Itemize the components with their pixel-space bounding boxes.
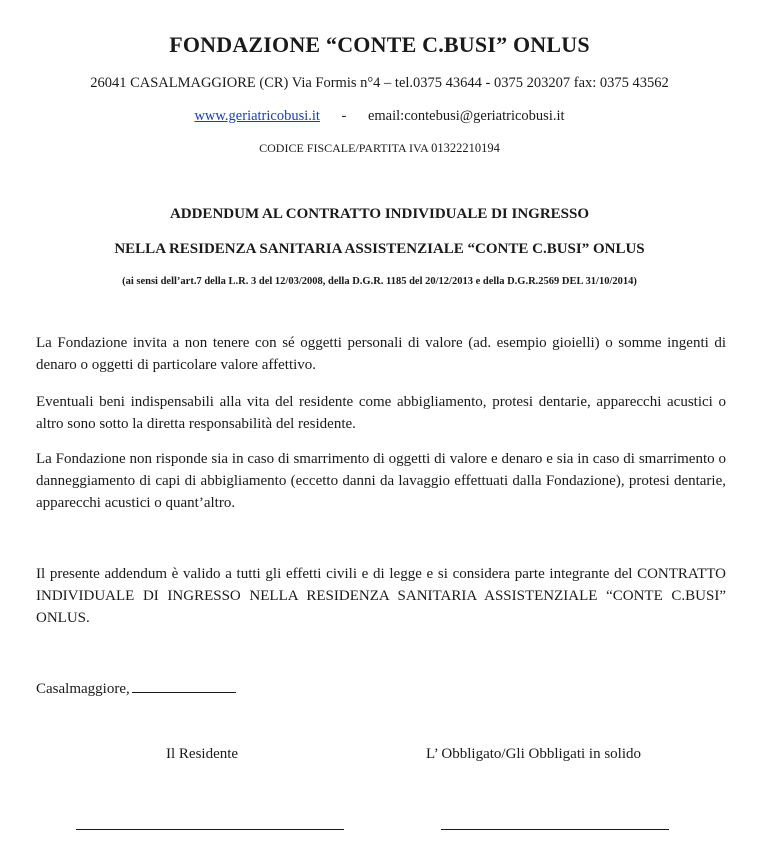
- contact-line: [0, 108, 759, 125]
- contact-separator: -: [341, 108, 347, 124]
- document-title-line-1: ADDENDUM AL CONTRATTO INDIVIDUALE DI INGRESSO: [169, 206, 590, 222]
- organization-address: 26041 CASALMAGGIORE (CR) Via Formis n°4 – tel.0375 43644 - 0375 203207 fax: 0375 43562: [90, 75, 669, 91]
- paragraph-resident-goods: Eventuali beni indispensabili alla vita del residente come abbigliamento, protesi dentarie, apparecchi acustici o altro sono sotto la diretta responsabilità del residente.: [36, 394, 726, 432]
- signature-label-resident: Il Residente: [166, 746, 239, 762]
- paragraph-liability: La Fondazione non risponde sia in caso di smarrimento di oggetti di valore e denaro e sia in caso di smarrimento o danneggiamento di capi di abbigliamento (eccetto danni da lavaggio effettuati dalla Fondazione), protesi dentarie, apparecchi acustici o quant’altro.: [36, 451, 726, 511]
- paragraph-valuables: La Fondazione invita a non tenere con sé oggetti personali di valore (ad. esempio gioielli) o somme ingenti di denaro o oggetti di particolare valore affettivo.: [36, 335, 726, 373]
- email-text: email:contebusi@geriatricobusi.it: [367, 108, 565, 124]
- signature-line-resident[interactable]: [76, 829, 344, 830]
- fiscal-code-line: [0, 141, 759, 156]
- date-blank-field[interactable]: [132, 678, 236, 693]
- place-date-line: [36, 678, 236, 698]
- website-link[interactable]: www.geriatricobusi.it: [194, 108, 320, 124]
- paragraph-validity: Il presente addendum è valido a tutti gli effetti civili e di legge e si considera parte integrante del CONTRATTO INDIVIDUALE DI INGRESSO NELLA RESIDENZA SANITARIA ASSISTENZIALE “CONTE C.BUSI” ONLUS.: [36, 566, 726, 626]
- place-label: Casalmaggiore,: [36, 681, 130, 697]
- organization-title: FONDAZIONE “CONTE C.BUSI” ONLUS: [169, 32, 590, 57]
- signature-line-obligated[interactable]: [441, 829, 669, 830]
- fiscal-code-label: CODICE FISCALE/PARTITA IVA: [259, 141, 429, 155]
- fiscal-code-number: 01322210194: [431, 141, 500, 155]
- signature-label-obligated: L’ Obbligato/Gli Obbligati in solido: [426, 746, 641, 762]
- legal-reference: (ai sensi dell’art.7 della L.R. 3 del 12/03/2008, della D.G.R. 1185 del 20/12/2013 e della D.G.R.2569 DEL 31/10/2014): [122, 276, 637, 287]
- document-title-line-2: NELLA RESIDENZA SANITARIA ASSISTENZIALE “CONTE C.BUSI” ONLUS: [114, 241, 645, 257]
